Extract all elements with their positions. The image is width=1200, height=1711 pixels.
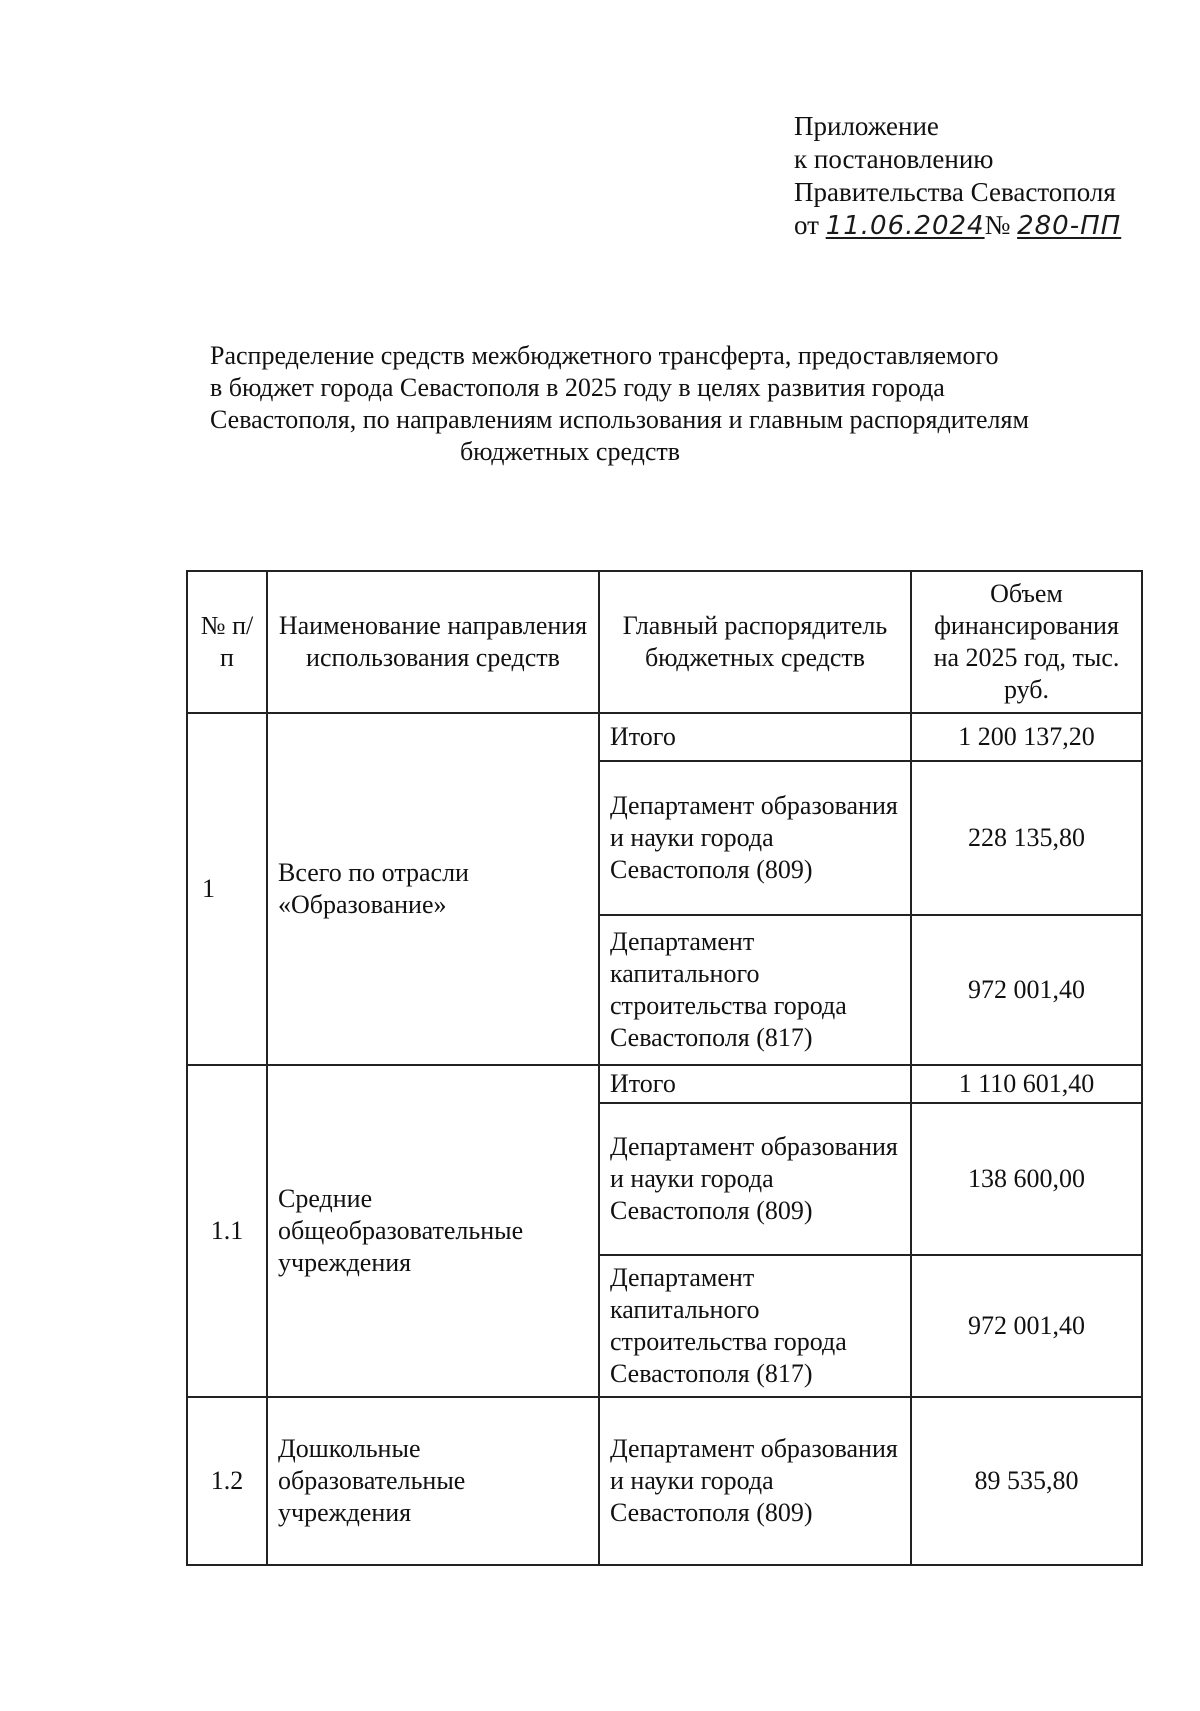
row-name: Средние общеобразовательные учреждения <box>267 1065 599 1397</box>
title-line-4: бюджетных средств <box>459 437 681 466</box>
row-manager: Департамент образования и науки города Севастополя (809) <box>599 1397 911 1565</box>
row-amount: 972 001,40 <box>911 1255 1142 1397</box>
row-manager: Департамент капитального строительства города Севастополя (817) <box>599 1255 911 1397</box>
header-amount: Объем финансирования на 2025 год, тыс. руб. <box>911 571 1142 713</box>
row-num: 1 <box>187 713 267 1065</box>
table-row <box>187 1397 1142 1565</box>
title-line-1: Распределение средств межбюджетного трансферта, предоставляемого <box>210 341 999 370</box>
header-manager: Главный распорядитель бюджетных средств <box>599 571 911 713</box>
appendix-line-3: Правительства Севастополя <box>794 177 1116 207</box>
row-manager: Итого <box>599 713 911 761</box>
title-line-2: в бюджет города Севастополя в 2025 году в целях развития города <box>210 373 945 402</box>
appendix-block <box>794 110 1121 243</box>
row-amount: 1 200 137,20 <box>911 713 1142 761</box>
title-line-3: Севастополя, по направлениям использования и главным распорядителям <box>210 405 1029 434</box>
appendix-line-2: к постановлению <box>794 144 994 174</box>
row-manager: Департамент капитального строительства города Севастополя (817) <box>599 915 911 1065</box>
date-prefix: от <box>794 210 819 240</box>
handwritten-date: 11.06.2024 <box>825 211 985 241</box>
document-title <box>210 340 1029 468</box>
appendix-date-line <box>794 209 1121 243</box>
header-name: Наименование направления использования средств <box>267 571 599 713</box>
table-header-row <box>187 571 1142 713</box>
appendix-line-1: Приложение <box>794 111 939 141</box>
distribution-table <box>186 570 1143 1566</box>
table-row <box>187 1065 1142 1103</box>
header-num: № п/п <box>187 571 267 713</box>
row-name: Дошкольные образовательные учреждения <box>267 1397 599 1565</box>
row-name: Всего по отрасли «Образование» <box>267 713 599 1065</box>
row-amount: 1 110 601,40 <box>911 1065 1142 1103</box>
row-num: 1.1 <box>187 1065 267 1397</box>
row-amount: 972 001,40 <box>911 915 1142 1065</box>
row-amount: 138 600,00 <box>911 1103 1142 1255</box>
number-prefix: № <box>984 210 1011 240</box>
table-row <box>187 713 1142 761</box>
row-manager: Департамент образования и науки города Севастополя (809) <box>599 761 911 915</box>
row-amount: 228 135,80 <box>911 761 1142 915</box>
row-manager: Департамент образования и науки города Севастополя (809) <box>599 1103 911 1255</box>
handwritten-number: 280-ПП <box>1017 211 1122 241</box>
row-num: 1.2 <box>187 1397 267 1565</box>
row-amount: 89 535,80 <box>911 1397 1142 1565</box>
row-manager: Итого <box>599 1065 911 1103</box>
